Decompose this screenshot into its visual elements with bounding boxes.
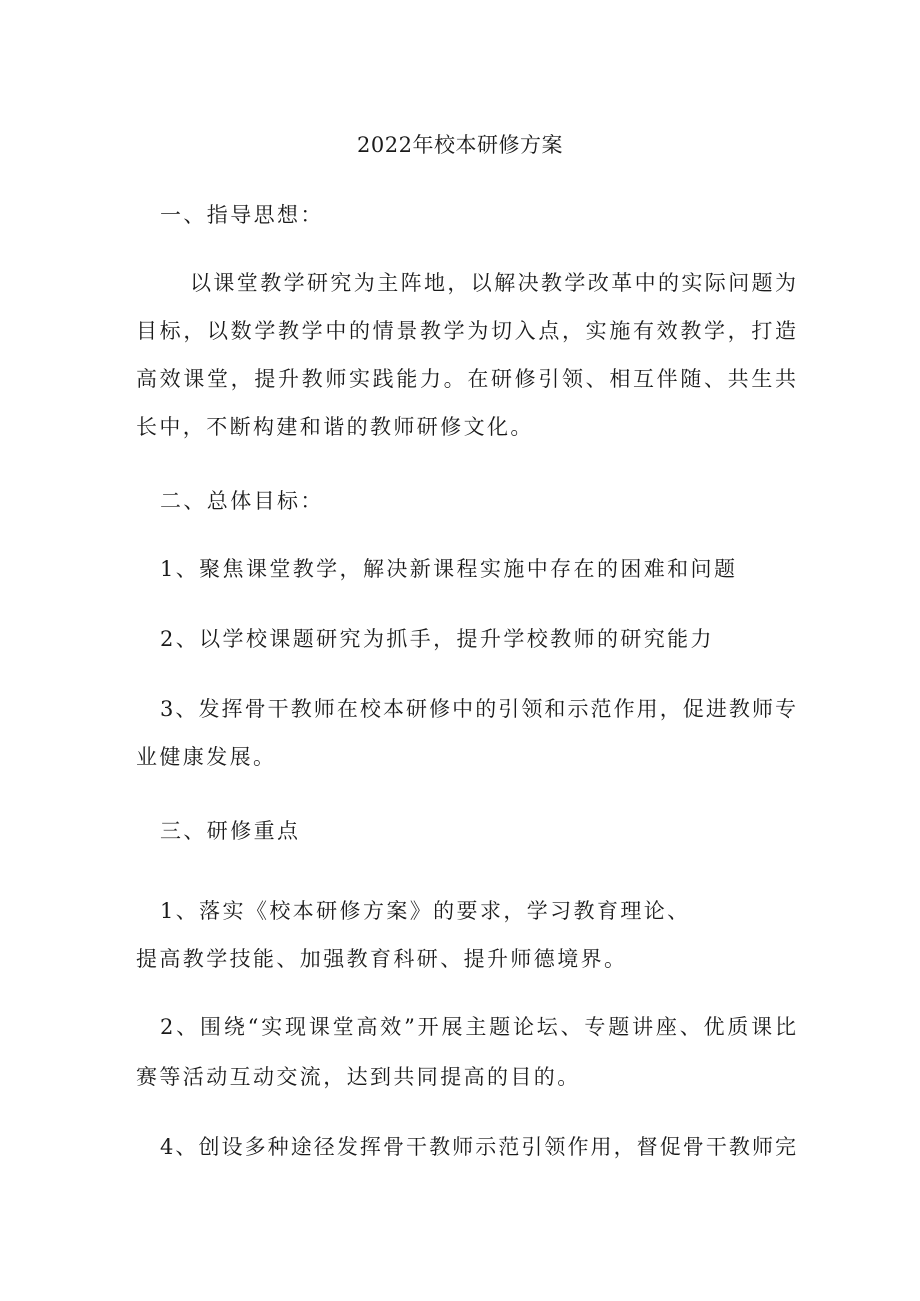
focus-item-1-continued: 提高教学技能、加强教育科研、提升师德境界。	[136, 947, 628, 971]
goal-item-3-continued: 业健康发展。	[136, 745, 277, 769]
document-title: 2022年校本研修方案	[357, 133, 563, 157]
paragraph-line: 长中，不断构建和谐的教师研修文化。	[136, 415, 534, 439]
paragraph-line: 高效课堂，提升教师实践能力。在研修引领、相互伴随、共生共	[136, 367, 796, 391]
section-heading-guiding-thought: 一、指导思想：	[160, 203, 324, 227]
focus-item-2-continued: 赛等活动互动交流，达到共同提高的目的。	[136, 1065, 581, 1089]
goal-item-1: 1、聚焦课堂教学，解决新课程实施中存在的困难和问题	[160, 557, 738, 581]
focus-item-4: 4、创设多种途径发挥骨干教师示范引领作用，督促骨干教师完	[160, 1135, 796, 1159]
focus-item-2: 2、围绕“实现课堂高效”开展主题论坛、专题讲座、优质课比	[160, 1015, 796, 1039]
goal-item-3: 3、发挥骨干教师在校本研修中的引领和示范作用，促进教师专	[160, 697, 796, 721]
section-heading-training-focus: 三、研修重点	[160, 819, 301, 843]
focus-item-1: 1、落实《校本研修方案》的要求，学习教育理论、	[160, 899, 691, 923]
section-heading-overall-goals: 二、总体目标：	[160, 489, 324, 513]
paragraph-line: 目标，以数学教学中的情景教学为切入点，实施有效教学，打造	[136, 319, 796, 343]
paragraph-line: 以课堂教学研究为主阵地，以解决教学改革中的实际问题为	[190, 271, 796, 295]
goal-item-2: 2、以学校课题研究为抓手，提升学校教师的研究能力	[160, 627, 714, 651]
